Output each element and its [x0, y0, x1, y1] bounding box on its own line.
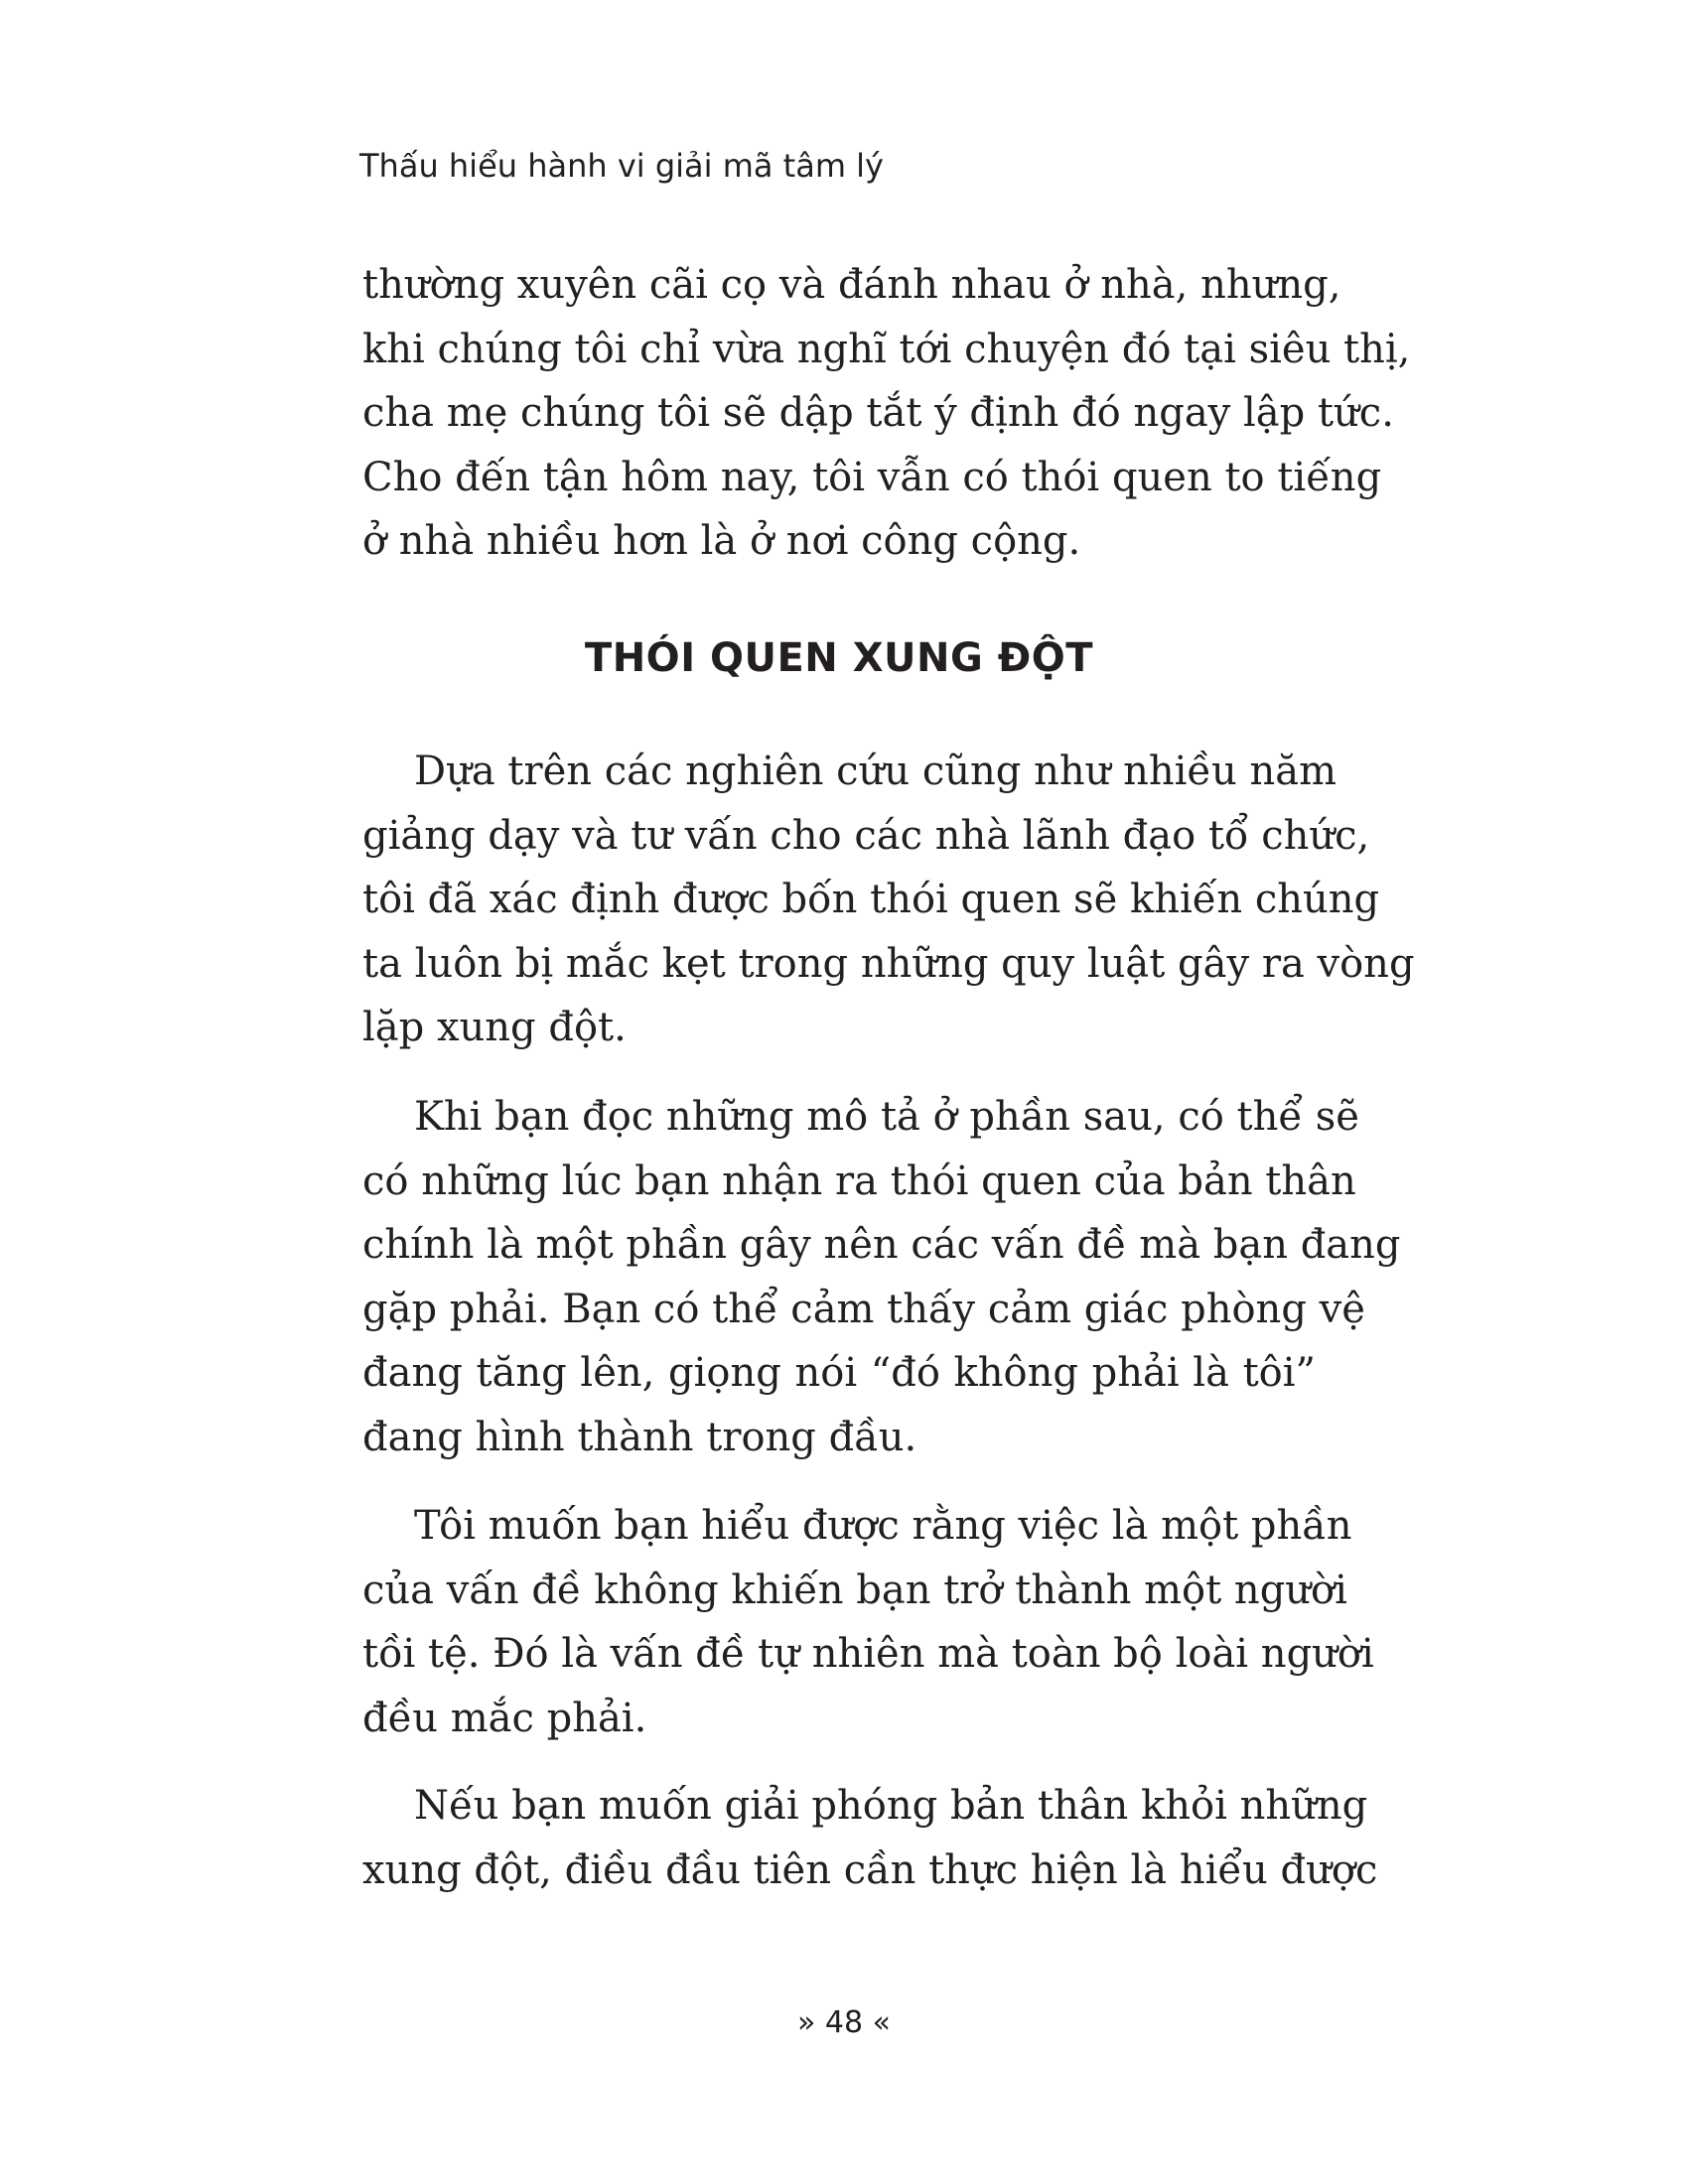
text-line: Tôi muốn bạn hiểu được rằng việc là một phần — [414, 1503, 1352, 1549]
text-line: Nếu bạn muốn giải phóng bản thân khỏi những — [414, 1783, 1368, 1829]
text-line: lặp xung đột. — [362, 1005, 627, 1050]
text-line: tôi đã xác định được bốn thói quen sẽ khiến chúng — [362, 877, 1380, 922]
text-line: thường xuyên cãi cọ và đánh nhau ở nhà, nhưng, — [362, 262, 1341, 308]
text-line: đang tăng lên, giọng nói “đó không phải là tôi” — [362, 1350, 1316, 1396]
text-line: chính là một phần gây nên các vấn đề mà bạn đang — [362, 1222, 1401, 1268]
text-line: xung đột, điều đầu tiên cần thực hiện là hiểu được — [362, 1846, 1378, 1893]
text-line: Cho đến tận hôm nay, tôi vẫn có thói quen to tiếng — [362, 454, 1382, 500]
text-line: giảng dạy và tư vấn cho các nhà lãnh đạo tổ chức, — [362, 812, 1370, 859]
paragraph — [362, 1774, 1378, 1902]
text-line: ở nhà nhiều hơn là ở nơi công cộng. — [362, 518, 1081, 564]
text-line: đang hình thành trong đầu. — [362, 1414, 917, 1460]
text-line: gặp phải. Bạn có thể cảm thấy cảm giác phòng vệ — [362, 1286, 1365, 1332]
text-line: của vấn đề không khiến bạn trở thành một người — [362, 1567, 1347, 1613]
paragraph-continuation — [362, 253, 1411, 574]
paragraph — [362, 1085, 1401, 1469]
text-line: cha mẹ chúng tôi sẽ dập tắt ý định đó ngay lập tức. — [362, 390, 1394, 436]
paragraph — [362, 1494, 1374, 1750]
text-line: tồi tệ. Đó là vấn đề tự nhiên mà toàn bộ loài người — [362, 1631, 1374, 1677]
text-line: khi chúng tôi chỉ vừa nghĩ tới chuyện đó tại siêu thị, — [362, 326, 1411, 372]
section-heading: THÓI QUEN XUNG ĐỘT — [584, 635, 1094, 681]
page-number: » 48 « — [797, 2005, 891, 2040]
text-line: Khi bạn đọc những mô tả ở phần sau, có thể sẽ — [414, 1094, 1359, 1140]
running-header: Thấu hiểu hành vi giải mã tâm lý — [359, 147, 884, 185]
text-line: Dựa trên các nghiên cứu cũng như nhiều năm — [414, 749, 1337, 794]
text-line: đều mắc phải. — [362, 1695, 647, 1741]
text-line: có những lúc bạn nhận ra thói quen của bản thân — [362, 1158, 1356, 1204]
paragraph — [362, 740, 1415, 1060]
text-line: ta luôn bị mắc kẹt trong những quy luật gây ra vòng — [362, 940, 1415, 987]
